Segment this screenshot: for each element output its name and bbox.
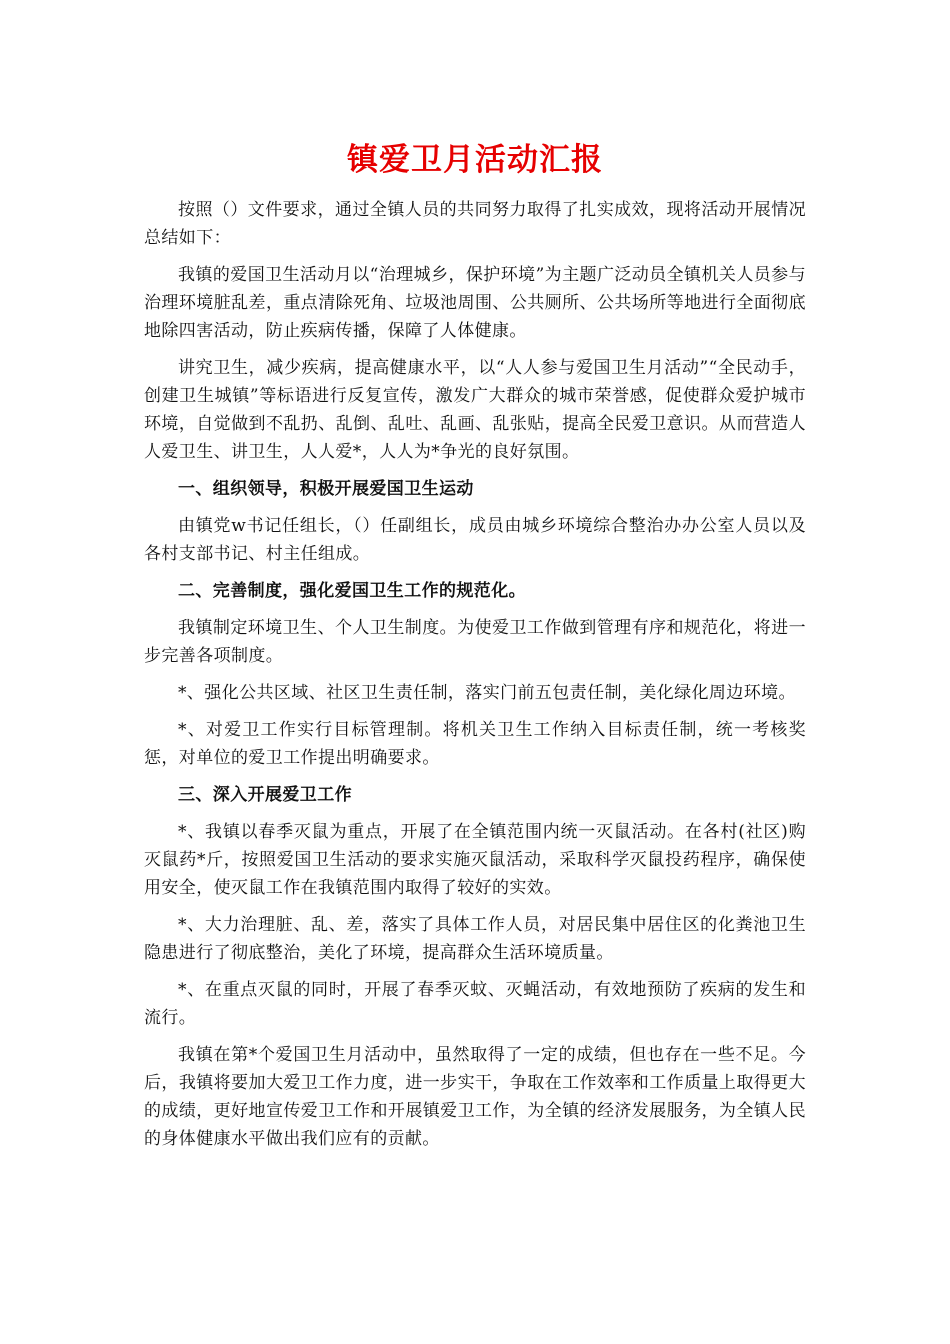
intro-paragraph-2: 我镇的爱国卫生活动月以“治理城乡，保护环境”为主题广泛动员全镇机关人员参与治理环境脏乱差，重点清除死角、垃圾池周围、公共厕所、公共场所等地进行全面彻底地除四害活动，防止疾病传播，保障了人体健康。 — [144, 265, 806, 341]
section-3-paragraph-2: *、大力治理脏、乱、差，落实了具体工作人员，对居民集中居住区的化粪池卫生隐患进行了彻底整治，美化了环境，提高群众生活环境质量。 — [144, 915, 806, 963]
document-title: 镇爱卫月活动汇报 — [347, 142, 603, 178]
intro-paragraph-3: 讲究卫生，减少疾病，提高健康水平，以“人人参与爱国卫生月活动”“全民动手，创建卫生城镇”等标语进行反复宣传，激发广大群众的城市荣誉感，促使群众爱护城市环境，自觉做到不乱扔、乱倒、乱吐、乱画、乱张贴，提高全民爱卫意识。从而营造人人爱卫生、讲卫生，人人爱*，人人为*争光的良好氛围。 — [144, 358, 806, 462]
section-3-paragraph-1: *、我镇以春季灭鼠为重点，开展了在全镇范围内统一灭鼠活动。在各村(社区)购灭鼠药*斤，按照爱国卫生活动的要求实施灭鼠活动，采取科学灭鼠投药程序，确保使用安全，使灭鼠工作在我镇范围内取得了较好的实效。 — [144, 822, 806, 898]
section-1-paragraph-1: 由镇党w书记任组长，（）任副组长，成员由城乡环境综合整治办办公室人员以及各村支部书记、村主任组成。 — [144, 516, 806, 564]
section-3-heading: 三、深入开展爱卫工作 — [178, 785, 352, 805]
intro-paragraph-1: 按照（）文件要求，通过全镇人员的共同努力取得了扎实成效，现将活动开展情况总结如下： — [144, 200, 806, 248]
section-2-paragraph-1: 我镇制定环境卫生、个人卫生制度。为使爱卫工作做到管理有序和规范化，将进一步完善各项制度。 — [144, 618, 806, 666]
section-3-paragraph-3: *、在重点灭鼠的同时，开展了春季灭蚊、灭蝇活动，有效地预防了疾病的发生和流行。 — [144, 980, 806, 1028]
section-2-paragraph-2: *、强化公共区域、社区卫生责任制，落实门前五包责任制，美化绿化周边环境。 — [178, 683, 796, 703]
document-body — [144, 138, 806, 1162]
section-2-paragraph-3: *、对爱卫工作实行目标管理制。将机关卫生工作纳入目标责任制，统一考核奖惩，对单位的爱卫工作提出明确要求。 — [144, 720, 806, 768]
closing-paragraph: 我镇在第*个爱国卫生月活动中，虽然取得了一定的成绩，但也存在一些不足。今后，我镇将要加大爱卫工作力度，进一步实干，争取在工作效率和工作质量上取得更大的成绩，更好地宣传爱卫工作和开展镇爱卫工作，为全镇的经济发展服务，为全镇人民的身体健康水平做出我们应有的贡献。 — [144, 1045, 806, 1149]
section-1-heading: 一、组织领导，积极开展爱国卫生运动 — [178, 479, 474, 499]
section-2-heading: 二、完善制度，强化爱国卫生工作的规范化。 — [178, 581, 526, 601]
